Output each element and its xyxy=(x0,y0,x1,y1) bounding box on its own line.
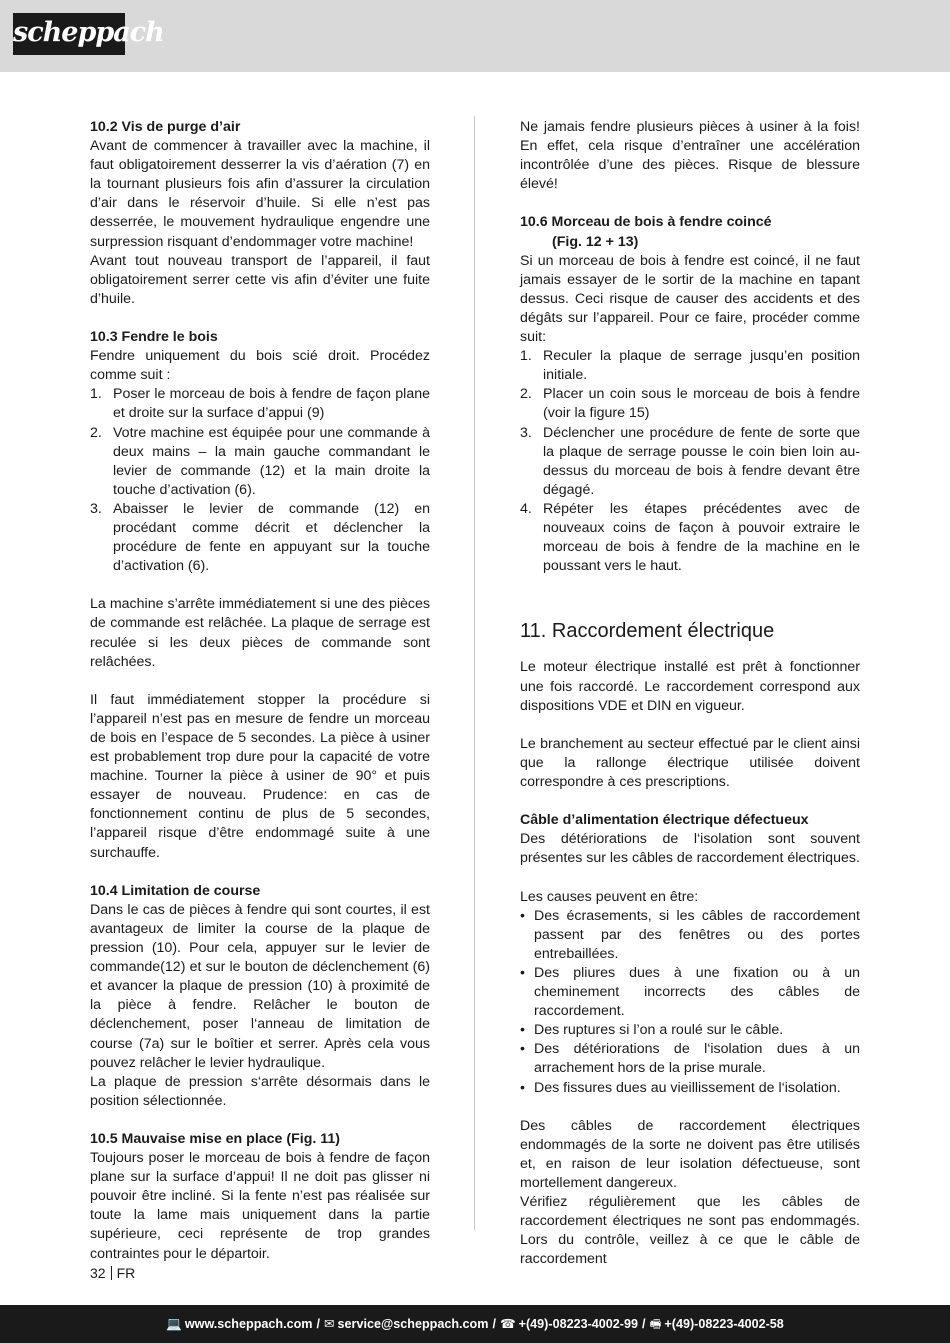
fax-icon: 🖷 xyxy=(649,1317,662,1331)
list-item: 1. Reculer la plaque de serrage jusqu’en position initiale. xyxy=(520,348,860,384)
paragraph: Des câbles de raccordement électriques endommagés de la sorte ne doivent pas être utilisés et, en raison de leur isolation défectueuse, sont mortellement dangereux. xyxy=(520,1117,860,1191)
website-link[interactable]: www.scheppach.com xyxy=(184,1317,313,1331)
language-code: FR xyxy=(116,1265,136,1281)
list-item: 3. Déclencher une procédure de fente de sorte que la plaque de serrage pousse le coin bien loin au-dessus du morceau de bois à fendre devant être dégagé. xyxy=(520,424,860,498)
telephone-icon: ☎ xyxy=(499,1317,516,1331)
section-heading: 10.6 Morceau de bois à fendre coincé xyxy=(520,214,772,231)
section-11 xyxy=(520,618,860,1269)
section-heading-figure-ref: (Fig. 12 + 13) xyxy=(552,233,639,250)
chapter-number: 11. xyxy=(520,620,547,643)
list-item: 2. Votre machine est équipée pour une commande à deux mains – la main gauche commandant le levier de commande (12) et la main droite la touche d’activation (6). xyxy=(90,424,430,498)
page-number xyxy=(90,1264,135,1282)
paragraph: Le moteur électrique installé est prêt à fonctionner une fois raccordé. Le raccordement correspond aux dispositions VDE et DIN en vigueur. xyxy=(520,659,860,714)
paragraph: Il faut immédiatement stopper la procédure si l’appareil n’est pas en mesure de fendre un morceau de bois en l’espace de 5 secondes. La pièce à usiner est probablement trop dure pour la capacité de votre machine. Tourner la pièce à usiner de 90° et puis essayer de nouveau. Prudence: en cas de fonctionnement continu de plus de 5 secondes, l’appareil risque d’être endommagé suite à une surchauffe. xyxy=(90,691,430,861)
section-10-2 xyxy=(90,118,430,309)
list-item: • Des écrasements, si les câbles de raccordement passent par des fenêtres ou des portes entrebaillées. xyxy=(520,907,860,962)
chapter-title xyxy=(520,618,860,644)
section-heading: 10.4 Limitation de course xyxy=(90,882,261,899)
causes-list xyxy=(520,907,860,1098)
paragraph: Si un morceau de bois à fendre est coincé, il ne faut jamais essayer de le sortir de la machine en tapant dessus. Ceci risque de causer des accidents et des dégâts sur l’appareil. Pour ce faire, procéder comme suit: xyxy=(520,252,860,346)
paragraph: Le branchement au secteur effectué par le client ainsi que la rallonge électrique utilisée doivent correspondre à ces prescriptions. xyxy=(520,735,860,790)
paragraph: Fendre uniquement du bois scié droit. Procédez comme suit : xyxy=(90,348,430,384)
email-link[interactable]: service@scheppach.com xyxy=(337,1317,489,1331)
page-header xyxy=(0,0,950,72)
paragraph: Vérifiez régulièrement que les câbles de raccordement électriques ne sont pas endommagés. Lors du contrôle, veillez à ce que le câble de raccordement xyxy=(520,1194,860,1268)
scheppach-logo: scheppach xyxy=(13,13,125,55)
list-item: • Des ruptures si l’on a roulé sur le câble. xyxy=(520,1022,784,1039)
fax-number: +(49)-08223-4002-58 xyxy=(664,1317,784,1331)
contact-footer: 💻 www.scheppach.com / ✉ service@scheppach.com / ☎ +(49)-08223-4002-99 / 🖷 +(49)-08223-4002-58 xyxy=(0,1305,950,1343)
paragraph: Avant de commencer à travailler avec la machine, il faut obligatoirement desserrer la vis d’aération (7) en la tournant plusieurs fois afin d’assurer la circulation d’air dans le réservoir d’huile. Si elle n’est pas desserrée, le mouvement hydraulique engendre une surpression risquant d’endommager votre machine! xyxy=(90,138,430,250)
paragraph: La machine s’arrête immédiatement si une des pièces de commande est relâchée. La plaque de serrage est reculée si les deux pièces de commande sont relâchées. xyxy=(90,596,430,670)
page-number-value: 32 xyxy=(90,1265,106,1281)
section-10-6 xyxy=(520,213,860,576)
step-list xyxy=(90,385,430,576)
section-10-3 xyxy=(90,328,430,863)
section-10-4 xyxy=(90,882,430,1111)
computer-icon: 💻 xyxy=(166,1317,182,1331)
paragraph: La plaque de pression s‘arrête désormais dans le position sélectionnée. xyxy=(90,1073,430,1109)
right-column xyxy=(520,118,860,1269)
paragraph: Toujours poser le morceau de bois à fendre de façon plane sur la surface d’appui! Il ne doit pas glisser ni pouvoir être incliné. Si la fente n’est pas réalisée sur toute la lame mais uniquement dans la partie supérieure, ceci représente de trop grandes contraintes pour le départoir. xyxy=(90,1150,430,1262)
step-list xyxy=(520,347,860,576)
paragraph: Avant tout nouveau transport de l’appareil, il faut obligatoirement serrer cette vis afin d’éviter une fuite d’huile. xyxy=(90,252,430,307)
section-heading: 10.3 Fendre le bois xyxy=(90,329,218,346)
list-item: • Des fissures dues au vieillissement de l‘isolation. xyxy=(520,1079,841,1096)
page-number-separator xyxy=(111,1266,112,1280)
section-heading: 10.5 Mauvaise mise en place (Fig. 11) xyxy=(90,1130,340,1147)
envelope-icon: ✉ xyxy=(323,1317,335,1331)
section-heading: 10.2 Vis de purge d’air xyxy=(90,119,241,135)
paragraph: Les causes peuvent en être: xyxy=(520,888,699,905)
warning-paragraph: Ne jamais fendre plusieurs pièces à usiner à la fois! En effet, cela risque d’entraîner une accélération incontrôlée d’une des pièces. Risque de blessure élevé! xyxy=(520,119,860,193)
list-item: 1. Poser le morceau de bois à fendre de façon plane et droite sur la surface d’appui (9) xyxy=(90,386,430,422)
section-heading: Câble d’alimentation électrique défectueux xyxy=(520,812,809,829)
list-item: • Des détériorations de l‘isolation dues à un arrachement hors de la prise murale. xyxy=(520,1041,860,1077)
section-10-5 xyxy=(90,1130,430,1264)
column-divider xyxy=(474,116,475,1230)
list-item: 4. Répéter les étapes précédentes avec de nouveaux coins de façon à pouvoir extraire le morceau de bois à fendre de la machine en le poussant vers le haut. xyxy=(520,500,860,575)
paragraph: Des détériorations de l‘isolation sont souvent présentes sur les câbles de raccordement électriques. xyxy=(520,831,860,867)
list-item: • Des pliures dues à une fixation ou à un cheminement incorrects des câbles de raccordement. xyxy=(520,964,860,1020)
list-item: 3. Abaisser le levier de commande (12) en procédant comme décrit et déclencher la procédure de fente en appuyant sur la touche d’activation (6). xyxy=(90,500,430,575)
phone-number: +(49)-08223-4002-99 xyxy=(518,1317,639,1331)
list-item: 2. Placer un coin sous le morceau de bois à fendre (voir la figure 15) xyxy=(520,386,860,422)
paragraph: Dans le cas de pièces à fendre qui sont courtes, il est avantageux de limiter la course de la plaque de pression (10). Pour cela, appuyer sur le levier de commande(12) et sur le bouton de déclenchement (6) et avancer la plaque de pression (10) à proximité de la pièce à fendre. Relâcher le bouton de déclenchement, poser l‘anneau de limitation de course (7a) sur le boîtier et serrer. Après cela vous pouvez relâcher le levier hydraulique. xyxy=(90,901,430,1071)
chapter-title-text: Raccordement électrique xyxy=(551,620,775,643)
left-column xyxy=(90,118,430,1264)
